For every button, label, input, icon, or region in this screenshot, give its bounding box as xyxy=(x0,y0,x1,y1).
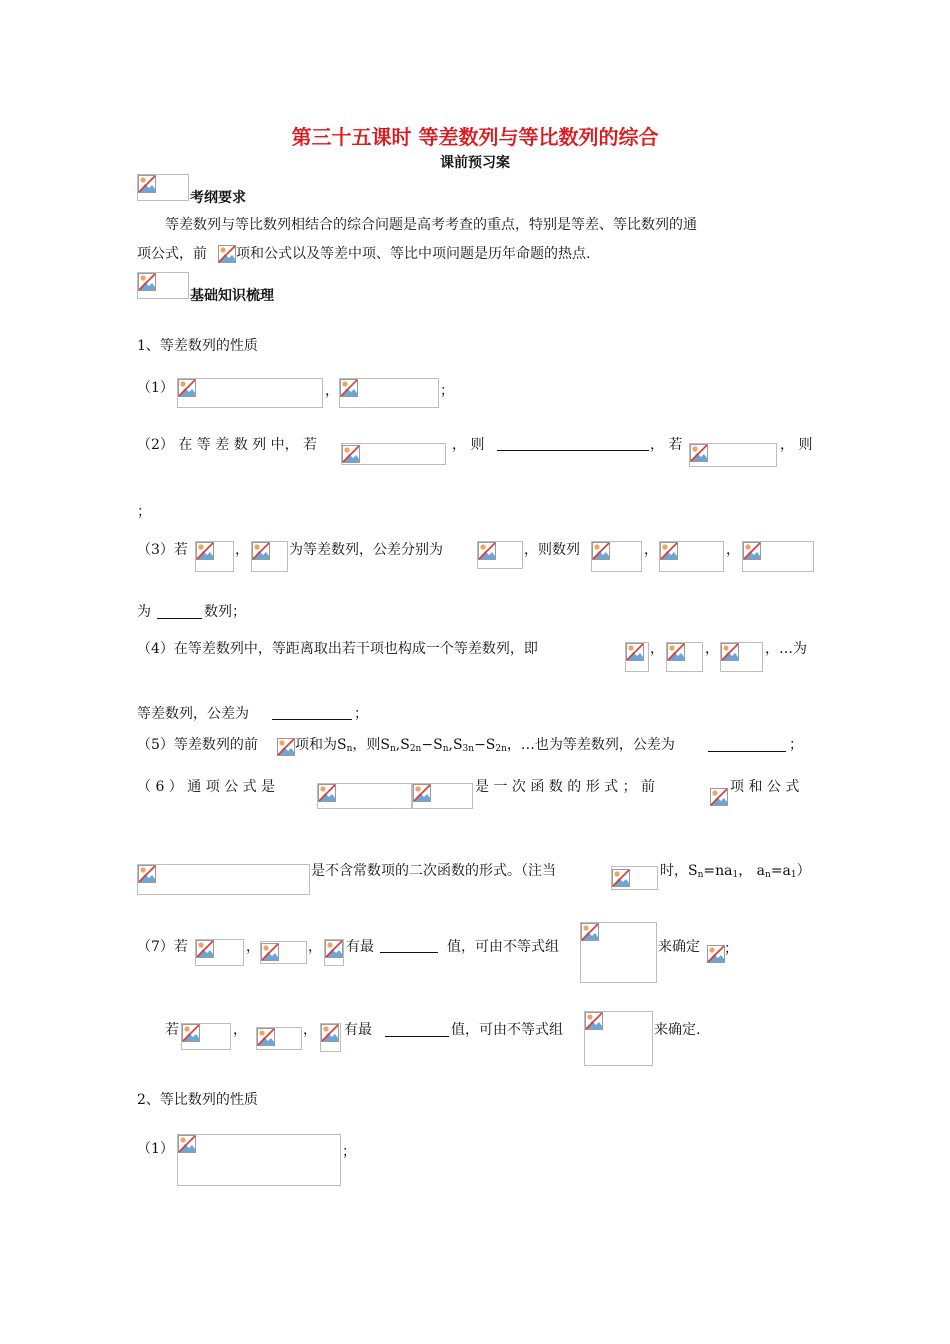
item-text: 是不含常数项的二次函数的形式。（注当 xyxy=(311,863,556,879)
formula-image xyxy=(137,864,310,895)
comma: ， xyxy=(308,939,322,955)
broken-image-icon xyxy=(318,784,336,802)
comma: ， xyxy=(246,939,260,955)
broken-image-icon xyxy=(178,379,196,397)
broken-image-icon xyxy=(138,865,156,883)
item-text: 为等差数列，公差分别为 xyxy=(289,542,443,558)
item-label: （1） xyxy=(137,380,174,396)
semicolon: ； xyxy=(440,383,454,399)
broken-image-icon xyxy=(321,1024,339,1042)
item-text: 若 xyxy=(165,1022,179,1038)
item-text: 项 和 公 式 xyxy=(730,779,800,795)
broken-image-icon xyxy=(261,943,279,961)
part-title: 2、等比数列的性质 xyxy=(137,1092,258,1108)
item-text: 项和为$S_n$，则$S_n,S_{2n}-S_n,S_{3n}-S_{2n}$，…也为等差数列，公差为 xyxy=(295,737,675,754)
comma: ， xyxy=(705,641,719,657)
broken-image-icon xyxy=(585,1012,603,1030)
paragraph-line-start: 项公式，前 xyxy=(137,246,207,262)
blank-line xyxy=(157,618,202,619)
item-text: 等差数列，公差为 xyxy=(137,706,249,722)
broken-image-icon xyxy=(196,542,214,560)
item-text: 来确定. xyxy=(654,1022,701,1038)
blank-line xyxy=(708,751,786,752)
broken-image-icon xyxy=(626,643,644,661)
paragraph-line-end: 项和公式以及等差中项、等比中项问题是历年命题的热点. xyxy=(236,246,591,262)
page-subtitle: 课前预习案 xyxy=(440,155,510,171)
item-text: 是 一 次 函 数 的 形 式 ； 前 xyxy=(475,779,656,795)
comma: ， xyxy=(233,1022,247,1038)
item-label: （1） xyxy=(137,1141,174,1157)
item-text: ，则数列 xyxy=(524,542,580,558)
section-heading-exam-requirements: 考纲要求 xyxy=(190,190,246,206)
broken-image-icon xyxy=(252,542,270,560)
comma: ， xyxy=(303,1022,317,1038)
broken-image-icon xyxy=(690,444,708,462)
blank-line xyxy=(380,952,438,953)
broken-image-icon xyxy=(413,784,431,802)
comma: ， xyxy=(235,542,249,558)
item-text: （ 6 ） 通 项 公 式 是 xyxy=(137,779,276,795)
item-text: 有最 xyxy=(346,939,374,955)
broken-image-icon xyxy=(612,869,630,887)
part-title: 1、等差数列的性质 xyxy=(137,338,258,354)
item-text: （4）在等差数列中，等距离取出若干项也构成一个等差数列，即 xyxy=(137,641,538,657)
item-text: 来确定 xyxy=(658,939,700,955)
item-text: 为 xyxy=(137,604,151,620)
formula-image xyxy=(177,1134,341,1186)
semicolon: ； xyxy=(354,706,368,722)
comma: ， xyxy=(726,542,740,558)
broken-image-icon xyxy=(340,379,358,397)
page-title: 第三十五课时 等差数列与等比数列的综合 xyxy=(291,125,659,149)
broken-image-icon xyxy=(277,738,295,756)
comma: ， xyxy=(325,383,339,399)
broken-image-icon xyxy=(325,940,343,958)
blank-line xyxy=(385,1036,449,1037)
broken-image-icon xyxy=(182,1024,200,1042)
broken-image-icon xyxy=(667,643,685,661)
broken-image-icon xyxy=(478,542,496,560)
item-text: 数列； xyxy=(204,604,246,620)
item-text: 值，可由不等式组 xyxy=(451,1022,563,1038)
broken-image-icon xyxy=(721,643,739,661)
broken-image-icon xyxy=(707,945,725,963)
paragraph-line: 等差数列与等比数列相结合的综合问题是高考考查的重点，特别是等差、等比数列的通 xyxy=(165,217,697,233)
item-text: ，…为 xyxy=(765,641,807,657)
broken-image-icon xyxy=(178,1135,196,1153)
semicolon: ； xyxy=(137,504,151,520)
item-text: （7）若 xyxy=(137,939,188,955)
item-text: ， 若 xyxy=(650,437,683,453)
section-heading-basics: 基础知识梳理 xyxy=(190,288,274,304)
broken-image-icon xyxy=(196,940,214,958)
formula-image xyxy=(177,378,323,408)
item-text: ， 则 xyxy=(452,437,485,453)
item-text: 时，$S_n=na_1$， $a_n=a_1$） xyxy=(660,863,811,880)
semicolon: ； xyxy=(789,737,803,753)
item-text: （5）等差数列的前 xyxy=(137,737,258,753)
item-text: ， 则 xyxy=(780,437,813,453)
broken-image-icon xyxy=(710,788,728,806)
semicolon: ； xyxy=(724,941,738,957)
broken-image-icon xyxy=(342,445,360,463)
item-text: （3）若 xyxy=(137,542,188,558)
item-text: 值，可由不等式组 xyxy=(447,939,559,955)
broken-image-icon xyxy=(743,542,761,560)
comma: ， xyxy=(644,542,658,558)
broken-image-icon xyxy=(660,542,678,560)
blank-line xyxy=(497,450,649,451)
broken-image-icon xyxy=(257,1028,275,1046)
item-text: 有最 xyxy=(344,1022,372,1038)
broken-image-icon xyxy=(592,542,610,560)
broken-image-icon xyxy=(218,245,236,263)
broken-image-icon xyxy=(138,273,156,291)
item-text: （2） 在 等 差 数 列 中， 若 xyxy=(137,437,318,453)
broken-image-icon xyxy=(581,923,599,941)
comma: ， xyxy=(650,641,664,657)
semicolon: ； xyxy=(342,1144,356,1160)
broken-image-icon xyxy=(138,175,156,193)
blank-line xyxy=(272,719,352,720)
